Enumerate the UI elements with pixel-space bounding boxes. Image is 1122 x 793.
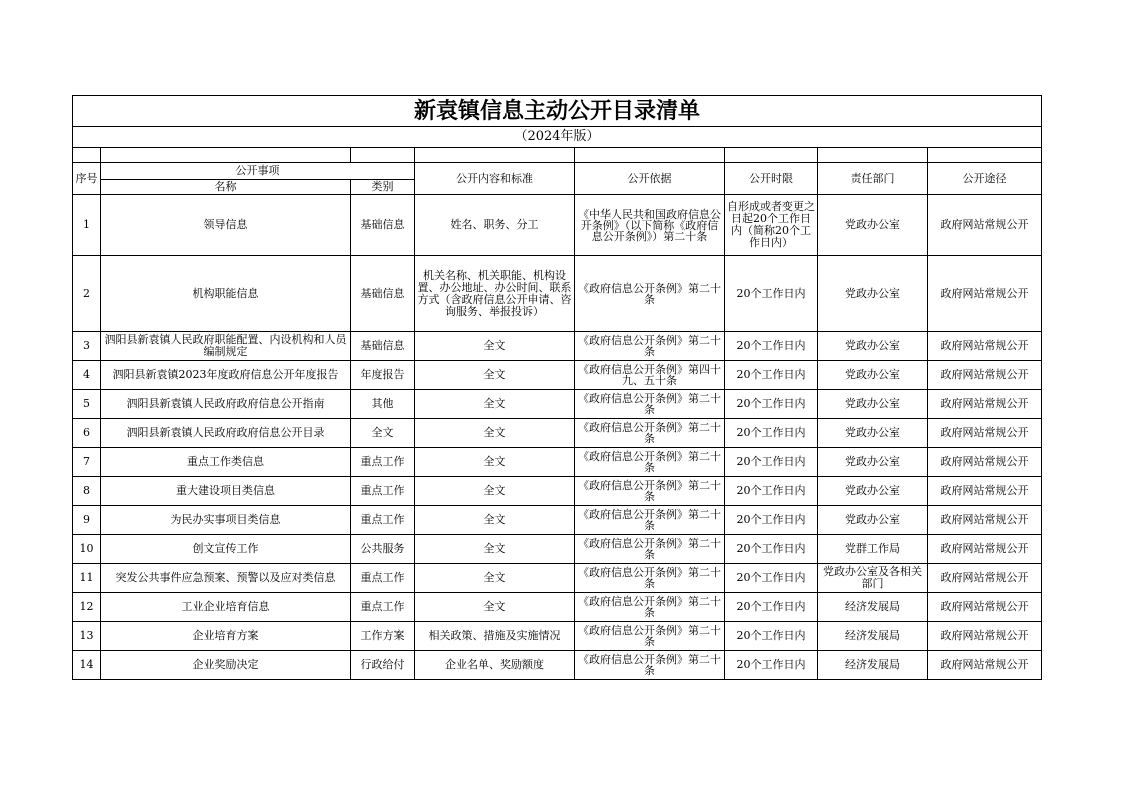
cell-name: 泗阳县新袁镇人民政府政府信息公开目录 [101,419,351,448]
header-time-limit: 公开时限 [725,163,818,195]
cell-content: 全文 [415,506,575,535]
cell-content: 全文 [415,361,575,390]
catalog-sheet [72,95,1042,680]
cell-name: 重大建设项目类信息 [101,477,351,506]
cell-channel: 政府网站常规公开 [928,651,1042,680]
cell-time-limit: 20个工作日内 [725,419,818,448]
cell-name: 领导信息 [101,195,351,256]
table-row [73,448,1042,477]
cell-category: 基础信息 [351,256,415,332]
cell-basis: 《政府信息公开条例》第二十条 [575,390,725,419]
cell-seq: 9 [73,506,101,535]
cell-seq: 10 [73,535,101,564]
cell-name: 机构职能信息 [101,256,351,332]
cell-basis: 《政府信息公开条例》第二十条 [575,651,725,680]
table-row [73,593,1042,622]
cell-category: 行政给付 [351,651,415,680]
cell-category: 基础信息 [351,195,415,256]
cell-department: 党政办公室 [818,477,928,506]
header-category: 类别 [351,180,415,195]
cell-basis: 《中华人民共和国政府信息公开条例》（以下简称《政府信息公开条例》）第二十条 [575,195,725,256]
cell-basis: 《政府信息公开条例》第二十条 [575,506,725,535]
cell-time-limit: 20个工作日内 [725,622,818,651]
page-subtitle: （2024年版） [73,127,1042,148]
cell-content: 全文 [415,419,575,448]
cell-seq: 11 [73,564,101,593]
cell-basis: 《政府信息公开条例》第二十条 [575,593,725,622]
cell-name: 重点工作类信息 [101,448,351,477]
cell-basis: 《政府信息公开条例》第二十条 [575,448,725,477]
cell-content: 机关名称、机关职能、机构设置、办公地址、办公时间、联系方式（含政府信息公开申请、咨询服务、举报投诉） [415,256,575,332]
cell-content: 姓名、职务、分工 [415,195,575,256]
cell-basis: 《政府信息公开条例》第二十条 [575,332,725,361]
header-seq: 序号 [73,163,101,195]
cell-department: 党政办公室 [818,195,928,256]
table-row [73,651,1042,680]
cell-department: 经济发展局 [818,622,928,651]
table-row [73,622,1042,651]
cell-department: 党群工作局 [818,535,928,564]
cell-category: 年度报告 [351,361,415,390]
table-body [73,195,1042,680]
cell-department: 党政办公室 [818,506,928,535]
table-row [73,535,1042,564]
cell-channel: 政府网站常规公开 [928,593,1042,622]
cell-department: 党政办公室 [818,419,928,448]
cell-time-limit: 20个工作日内 [725,448,818,477]
cell-category: 其他 [351,390,415,419]
cell-time-limit: 20个工作日内 [725,506,818,535]
cell-time-limit: 20个工作日内 [725,651,818,680]
cell-department: 党政办公室及各相关部门 [818,564,928,593]
cell-basis: 《政府信息公开条例》第二十条 [575,622,725,651]
table-row [73,195,1042,256]
cell-content: 全文 [415,448,575,477]
header-item-group: 公开事项 [101,163,415,180]
cell-name: 突发公共事件应急预案、预警以及应对类信息 [101,564,351,593]
cell-seq: 2 [73,256,101,332]
table-row [73,390,1042,419]
cell-name: 企业奖励决定 [101,651,351,680]
cell-name: 泗阳县新袁镇2023年度政府信息公开年度报告 [101,361,351,390]
cell-basis: 《政府信息公开条例》第二十条 [575,256,725,332]
header-channel: 公开途径 [928,163,1042,195]
cell-department: 经济发展局 [818,651,928,680]
cell-time-limit: 20个工作日内 [725,332,818,361]
cell-channel: 政府网站常规公开 [928,448,1042,477]
cell-category: 重点工作 [351,593,415,622]
cell-time-limit: 20个工作日内 [725,535,818,564]
cell-time-limit: 自形成或者变更之日起20个工作日内（简称20个工作日内） [725,195,818,256]
cell-basis: 《政府信息公开条例》第二十条 [575,419,725,448]
cell-channel: 政府网站常规公开 [928,564,1042,593]
cell-content: 企业名单、奖励额度 [415,651,575,680]
cell-department: 党政办公室 [818,361,928,390]
table-row [73,477,1042,506]
cell-content: 全文 [415,535,575,564]
header-department: 责任部门 [818,163,928,195]
blank-row [73,148,1042,163]
table-row [73,506,1042,535]
cell-basis: 《政府信息公开条例》第二十条 [575,564,725,593]
cell-channel: 政府网站常规公开 [928,419,1042,448]
table-row [73,361,1042,390]
cell-name: 创文宣传工作 [101,535,351,564]
cell-channel: 政府网站常规公开 [928,256,1042,332]
cell-channel: 政府网站常规公开 [928,477,1042,506]
cell-name: 泗阳县新袁镇人民政府职能配置、内设机构和人员编制规定 [101,332,351,361]
cell-seq: 12 [73,593,101,622]
cell-category: 重点工作 [351,506,415,535]
cell-basis: 《政府信息公开条例》第二十条 [575,477,725,506]
header-row [73,163,1042,180]
cell-time-limit: 20个工作日内 [725,477,818,506]
cell-category: 全文 [351,419,415,448]
cell-seq: 14 [73,651,101,680]
header-content: 公开内容和标准 [415,163,575,195]
cell-name: 泗阳县新袁镇人民政府政府信息公开指南 [101,390,351,419]
header-name: 名称 [101,180,351,195]
cell-seq: 13 [73,622,101,651]
cell-channel: 政府网站常规公开 [928,361,1042,390]
table-row [73,419,1042,448]
cell-category: 基础信息 [351,332,415,361]
cell-time-limit: 20个工作日内 [725,593,818,622]
header-basis: 公开依据 [575,163,725,195]
cell-category: 重点工作 [351,477,415,506]
cell-channel: 政府网站常规公开 [928,535,1042,564]
cell-content: 全文 [415,593,575,622]
cell-seq: 1 [73,195,101,256]
cell-basis: 《政府信息公开条例》第四十九、五十条 [575,361,725,390]
cell-content: 全文 [415,564,575,593]
cell-name: 工业企业培育信息 [101,593,351,622]
cell-department: 经济发展局 [818,593,928,622]
cell-channel: 政府网站常规公开 [928,332,1042,361]
cell-seq: 6 [73,419,101,448]
cell-category: 公共服务 [351,535,415,564]
cell-time-limit: 20个工作日内 [725,564,818,593]
cell-seq: 7 [73,448,101,477]
cell-basis: 《政府信息公开条例》第二十条 [575,535,725,564]
cell-time-limit: 20个工作日内 [725,256,818,332]
table-row [73,564,1042,593]
cell-category: 工作方案 [351,622,415,651]
cell-time-limit: 20个工作日内 [725,390,818,419]
cell-time-limit: 20个工作日内 [725,361,818,390]
table-row [73,332,1042,361]
cell-seq: 3 [73,332,101,361]
catalog-table [72,95,1042,680]
cell-content: 全文 [415,390,575,419]
cell-content: 全文 [415,332,575,361]
cell-seq: 5 [73,390,101,419]
cell-department: 党政办公室 [818,332,928,361]
cell-channel: 政府网站常规公开 [928,390,1042,419]
page-title: 新袁镇信息主动公开目录清单 [73,96,1042,127]
cell-category: 重点工作 [351,448,415,477]
cell-content: 全文 [415,477,575,506]
cell-category: 重点工作 [351,564,415,593]
table-row [73,256,1042,332]
cell-channel: 政府网站常规公开 [928,622,1042,651]
cell-content: 相关政策、措施及实施情况 [415,622,575,651]
cell-seq: 8 [73,477,101,506]
cell-channel: 政府网站常规公开 [928,506,1042,535]
cell-channel: 政府网站常规公开 [928,195,1042,256]
cell-seq: 4 [73,361,101,390]
cell-name: 为民办实事项目类信息 [101,506,351,535]
cell-department: 党政办公室 [818,448,928,477]
cell-department: 党政办公室 [818,390,928,419]
cell-name: 企业培育方案 [101,622,351,651]
cell-department: 党政办公室 [818,256,928,332]
